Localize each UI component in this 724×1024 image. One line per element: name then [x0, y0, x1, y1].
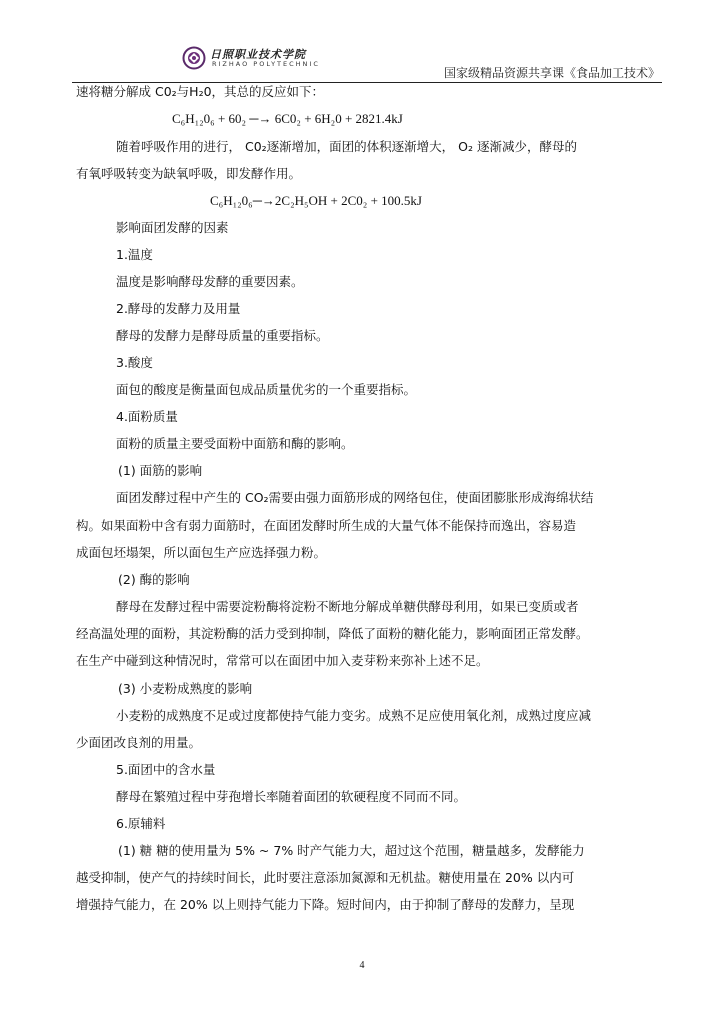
subheading: 3.酸度: [116, 355, 153, 370]
text-line: 小麦粉的成熟度不足或过度都使持气能力变劣。成熟不足应使用氧化剂，成熟过度应减: [116, 708, 592, 723]
text-line: 构。如果面粉中含有弱力面筋时，在面团发酵时所生成的大量气体不能保持而逸出，容易造: [76, 518, 577, 533]
text-line: 酵母在繁殖过程中芽孢增长率随着面团的软硬程度不同而不同。: [116, 789, 467, 804]
subheading: 1.温度: [116, 247, 153, 262]
text-line: 面包的酸度是衡量面包成品质量优劣的一个重要指标。: [116, 382, 417, 397]
subheading: 4.面粉质量: [116, 409, 178, 424]
subheading: 5.面团中的含水量: [116, 762, 216, 777]
text-line: 经高温处理的面粉，其淀粉酶的活力受到抑制，降低了面粉的糖化能力，影响面团正常发酵。: [76, 626, 589, 641]
page-header: [72, 44, 662, 83]
text-line: (1) 糖 糖的使用量为 5% ~ 7% 时产气能力大，超过这个范围，糖量越多，发酵能力: [118, 843, 585, 858]
text-line: 温度是影响酵母发酵的重要因素。: [116, 274, 304, 289]
subheading: (3) 小麦粉成熟度的影响: [118, 681, 253, 696]
page-number: 4: [359, 960, 365, 971]
text-line: 在生产中碰到这种情况时，常常可以在面团中加入麦芽粉来弥补上述不足。: [76, 653, 489, 668]
subheading: 2.酵母的发酵力及用量: [116, 301, 241, 316]
text-line: 有氧呼吸转变为缺氧呼吸，即发酵作用。: [76, 166, 302, 181]
formula-fermentation: C₆H₁₂0₆─→2C₂H₅OH + 2C0₂ + 100.5kJ: [210, 193, 422, 208]
subheading: (1) 面筋的影响: [118, 463, 203, 478]
course-title: 国家级精品资源共享课《食品加工技术》: [443, 66, 660, 80]
text-line: 随着呼吸作用的进行， C0₂逐渐增加，面团的体积逐渐增大， O₂ 逐渐减少，酵母的: [116, 139, 577, 154]
text-line: 越受抑制，使产气的持续时间长，此时要注意添加氮源和无机盐。糖使用量在 20% 以内可: [76, 870, 575, 885]
school-logo: [182, 46, 382, 76]
text-line: 增强持气能力，在 20% 以上则持气能力下降。短时间内，由于抑制了酵母的发酵力，呈现: [76, 897, 575, 912]
text-line: 面团发酵过程中产生的 CO₂需要由强力面筋形成的网络包住，使面团膨胀形成海绵状结: [116, 490, 594, 505]
text-line: 酵母在发酵过程中需要淀粉酶将淀粉不断地分解成单糖供酵母利用，如果已变质或者: [116, 599, 579, 614]
subheading: 6.原辅料: [116, 816, 166, 831]
text-line: 成面包坯塌架，所以面包生产应选择强力粉。: [76, 545, 327, 560]
text-line: 速将糖分解成 C0₂与H₂0，其总的反应如下：: [76, 84, 325, 99]
text-line: 酵母的发酵力是酵母质量的重要指标。: [116, 328, 329, 343]
subheading: (2) 酶的影响: [118, 572, 190, 587]
section-heading: 影响面团发酵的因素: [116, 220, 229, 235]
logo-english-name: RIZHAO POLYTECHNIC: [212, 60, 320, 68]
text-line: 面粉的质量主要受面粉中面筋和酶的影响。: [116, 436, 354, 451]
logo-chinese-name: 日照职业技术学院: [210, 48, 306, 61]
text-line: 少面团改良剂的用量。: [76, 735, 202, 750]
school-emblem-icon: [182, 46, 206, 70]
formula-respiration: C₆H₁₂0₆ + 60₂ ─→ 6C0₂ + 6H₂0 + 2821.4kJ: [172, 111, 403, 126]
